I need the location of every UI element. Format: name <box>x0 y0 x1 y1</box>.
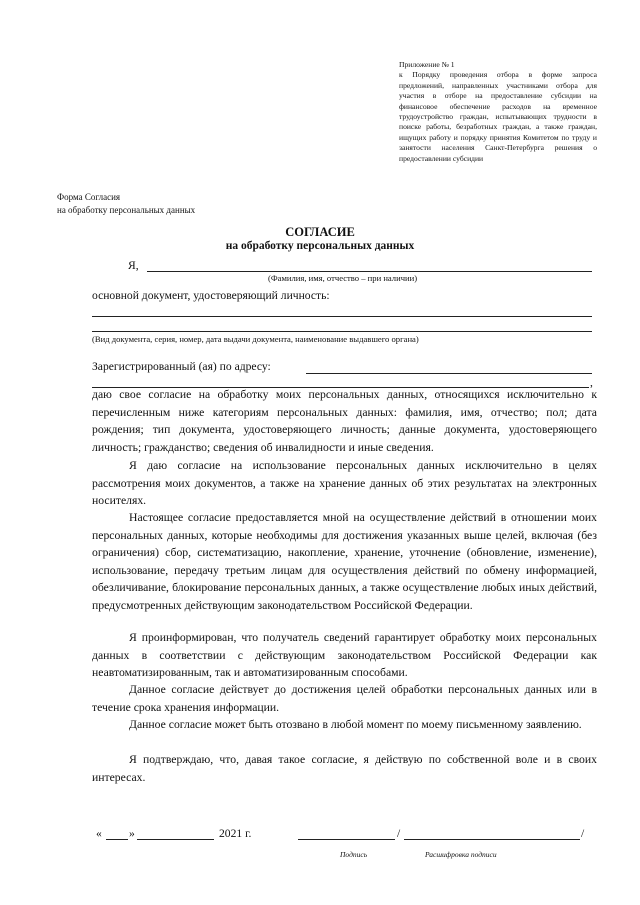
signature-decode-line <box>404 839 580 840</box>
consent-paragraph-5: Данное согласие действует до достижения целей обработки персональных данных или в течение срока хранения информации. <box>92 683 597 714</box>
address-comma: , <box>590 376 593 389</box>
consent-paragraph-6: Данное согласие может быть отозвано в любой момент по моему письменному заявлению. <box>129 718 582 731</box>
date-day-line <box>106 839 128 840</box>
form-caption-line-2: на обработку персональных данных <box>57 205 196 215</box>
consent-paragraph-1: даю свое согласие на обработку моих персональных данных, относящихся исключительно к перечисленным ниже категориям персональных данных: фамилия, имя, отчество; пол; дата рождения; тип документа, удостоверяющего личность; данные документа, удостоверяющего личность; гражданство; сведения об инвалидности и иные сведения. <box>92 388 597 454</box>
document-line-2 <box>92 331 592 332</box>
fio-line <box>147 271 592 272</box>
document-hint: (Вид документа, серия, номер, дата выдачи документа, наименование выдавшего органа) <box>92 334 419 344</box>
i-label: Я, <box>128 259 139 272</box>
date-year: 2021 г. <box>219 827 252 840</box>
date-close-quote: » <box>129 827 135 840</box>
consent-paragraph-4: Я проинформирован, что получатель сведений гарантирует обработку моих персональных данных в соответствии с действующим законодательством Российской Федерации как неавтоматизированным, так и автоматизированным способами. <box>92 631 597 680</box>
form-caption <box>57 191 195 217</box>
document-label: основной документ, удостоверяющий личность: <box>92 289 330 302</box>
consent-paragraph-2: Я даю согласие на использование персональных данных исключительно в целях рассмотрения моих документов, а также на хранение данных об этих результатах на электронных носителях. <box>92 459 597 508</box>
form-caption-line-1: Форма Согласия <box>57 192 121 202</box>
document-title: СОГЛАСИЕ <box>285 225 355 239</box>
document-subtitle: на обработку персональных данных <box>225 240 415 252</box>
signature-slash-right: / <box>581 827 585 840</box>
consent-paragraph-3: Настоящее согласие предоставляется мной на осуществление действий в отношении моих персональных данных, которые необходимы для достижения указанных выше целей, включая (без ограничения) сбор, систематизацию, накопление, хранение, уточнение (обновление, изменение), использование, передачу третьим лицам для осуществления действий по обмену информацией, обезличивание, блокирование персональных данных, а также осуществление любых иных действий, предусмотренных действующим законодательством Российской Федерации. <box>92 511 597 612</box>
signature-slash-left: / <box>397 827 401 840</box>
appendix-block <box>399 60 597 164</box>
date-open-quote: « <box>96 827 102 840</box>
signature-decode-label: Расшифровка подписи <box>425 850 497 859</box>
consent-paragraph-7: Я подтверждаю, что, давая такое согласие, я действую по собственной воле и в своих интересах. <box>92 753 597 784</box>
document-line-1 <box>92 316 592 317</box>
address-line-1 <box>306 373 592 374</box>
signature-label: Подпись <box>340 850 368 859</box>
address-label: Зарегистрированный (ая) по адресу: <box>92 360 271 373</box>
signature-line <box>298 839 395 840</box>
date-month-line <box>137 839 214 840</box>
appendix-text: к Порядку проведения отбора в форме запроса предложений, направленных участниками отбора для участия в отборе на предоставление субсидии на финансовое обеспечение расходов на временное трудоустройство граждан, испытывающих трудности в поиске работы, безработных граждан, а также граждан, ищущих работу и порядку принятия Комитетом по труду и занятости населения Санкт-Петербурга решения о предоставлении субсидии <box>399 70 597 163</box>
fio-hint: (Фамилия, имя, отчество – при наличии) <box>268 273 418 283</box>
appendix-heading: Приложение № 1 <box>399 60 455 69</box>
